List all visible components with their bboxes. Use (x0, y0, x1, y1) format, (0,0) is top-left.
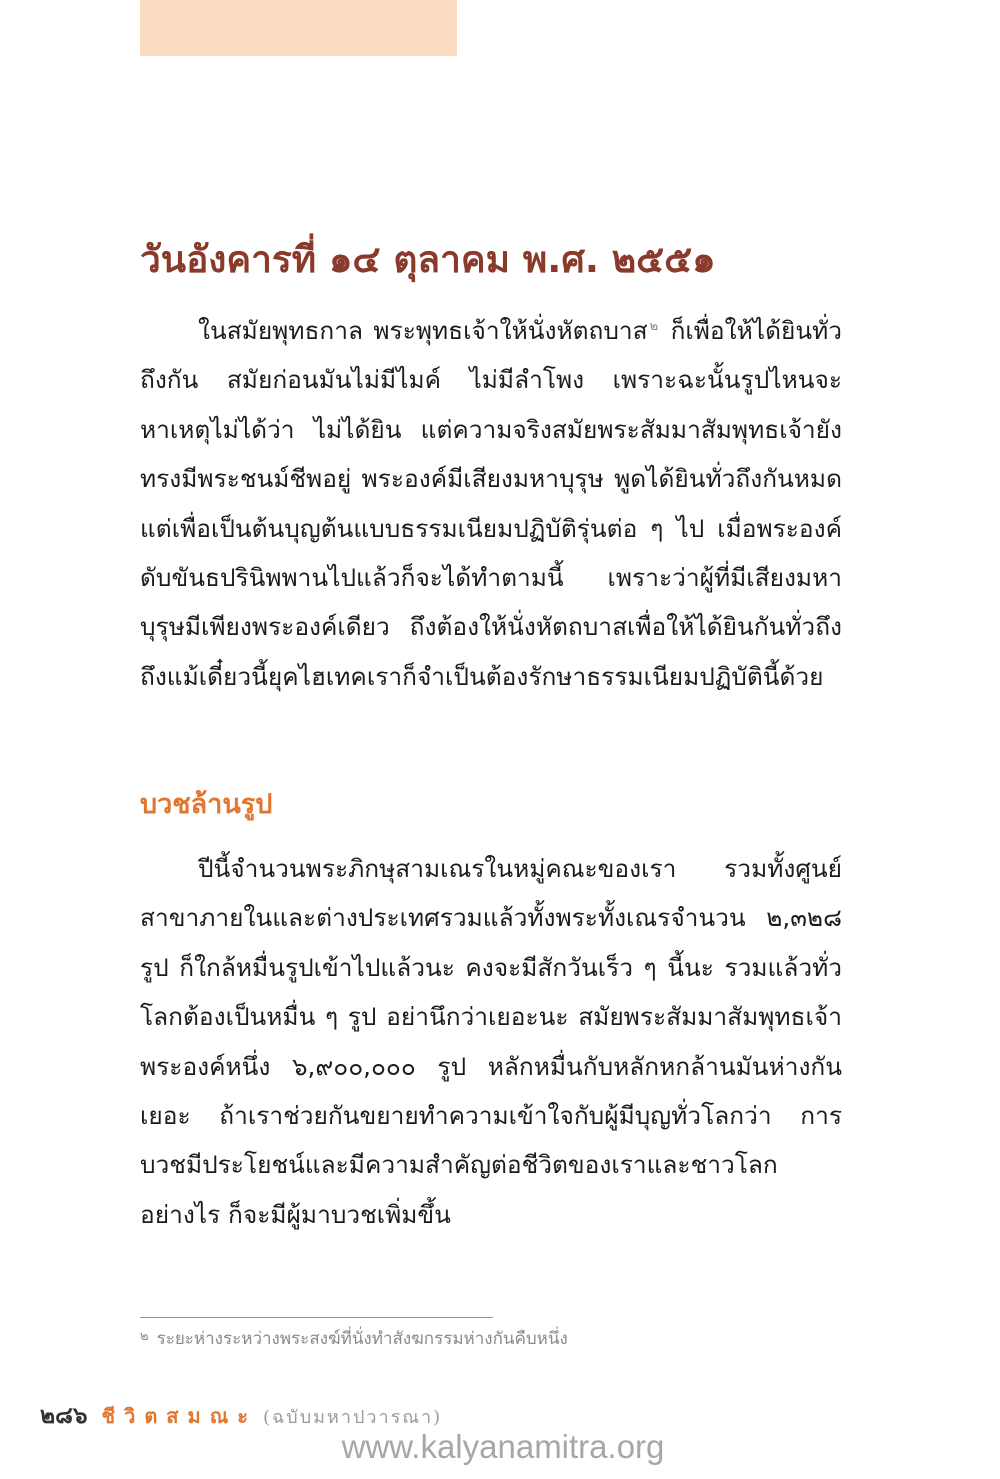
watermark: www.kalyanamitra.org (341, 1428, 665, 1465)
header-tab-decoration (140, 0, 457, 56)
section-heading: บวชล้านรูป (140, 789, 273, 820)
footnote-divider (140, 1317, 493, 1318)
paragraph-2-text: ปีนี้จำนวนพระภิกษุสามเณรในหมู่คณะของเรา รวมทั้งศูนย์สาขาภายในและต่างประเทศรวมแล้วทั้งพระทั้งเณรจำนวน ๒,๓๒๘ รูป ก็ใกล้หมื่นรูปเข้าไปแล้วนะ คงจะมีสักวันเร็ว ๆ นี้นะ รวมแล้วทั่วโลกต้องเป็นหมื่น ๆ รูป อย่านึกว่าเยอะนะ สมัยพระสัมมาสัมพุทธเจ้าพระองค์หนึ่ง ๖,๙๐๐,๐๐๐ รูป หลักหมื่นกับหลักหกล้านมันห่างกันเยอะ ถ้าเราช่วยกันขยายทำความเข้าใจกับผู้มีบุญทั่วโลกว่า การบวชมีประโยชน์และมีความสำคัญต่อชีวิตของเราและชาวโลกอย่างไร ก็จะมีผู้มาบวชเพิ่มขึ้น (140, 854, 842, 1229)
paragraph-1-text (140, 306, 842, 701)
footnote-reference[interactable]: ๒ (649, 319, 659, 334)
date-heading: วันอังคารที่ ๑๔ ตุลาคม พ.ศ. ๒๕๕๑ (140, 238, 716, 281)
book-title: ชีวิตสมณะ (101, 1404, 257, 1428)
footnote-text: ระยะห่างระหว่างพระสงฆ์ที่นั่งทำสังฆกรรมห่างกันคืบหนึ่ง (156, 1329, 568, 1349)
page-number: ๒๘๖ (40, 1403, 88, 1429)
footnote-marker: ๒ (140, 1329, 149, 1344)
paragraph-1-before-note: ในสมัยพุทธกาล พระพุทธเจ้าให้นั่งหัตถบาส (198, 316, 648, 345)
footnote (140, 1322, 860, 1356)
paragraph-1-after-note: ก็เพื่อให้ได้ยินทั่วถึงกัน สมัยก่อนมันไม่มีไมค์ ไม่มีลำโพง เพราะฉะนั้นรูปไหนจะหาเหตุไม่ได้ว่า ไม่ได้ยิน แต่ความจริงสมัยพระสัมมาสัมพุทธเจ้ายังทรงมีพระชนม์ชีพอยู่ พระองค์มีเสียงมหาบุรุษ พูดได้ยินทั่วถึงกันหมด แต่เพื่อเป็นต้นบุญต้นแบบธรรมเนียมปฏิบัติรุ่นต่อ ๆ ไป เมื่อพระองค์ดับขันธปรินิพพานไปแล้วก็จะได้ทำตามนี้ เพราะว่าผู้ที่มีเสียงมหาบุรุษมีเพียงพระองค์เดียว ถึงต้องให้นั่งหัตถบาสเพื่อให้ได้ยินกันทั่วถึง ถึงแม้เดี๋ยวนี้ยุคไฮเทคเราก็จำเป็นต้องรักษาธรรมเนียมปฏิบัตินี้ด้วย (140, 316, 842, 691)
paragraph-1 (140, 306, 842, 701)
paragraph-2 (140, 844, 842, 1239)
book-subtitle: (ฉบับมหาปวารณา) (263, 1407, 443, 1428)
